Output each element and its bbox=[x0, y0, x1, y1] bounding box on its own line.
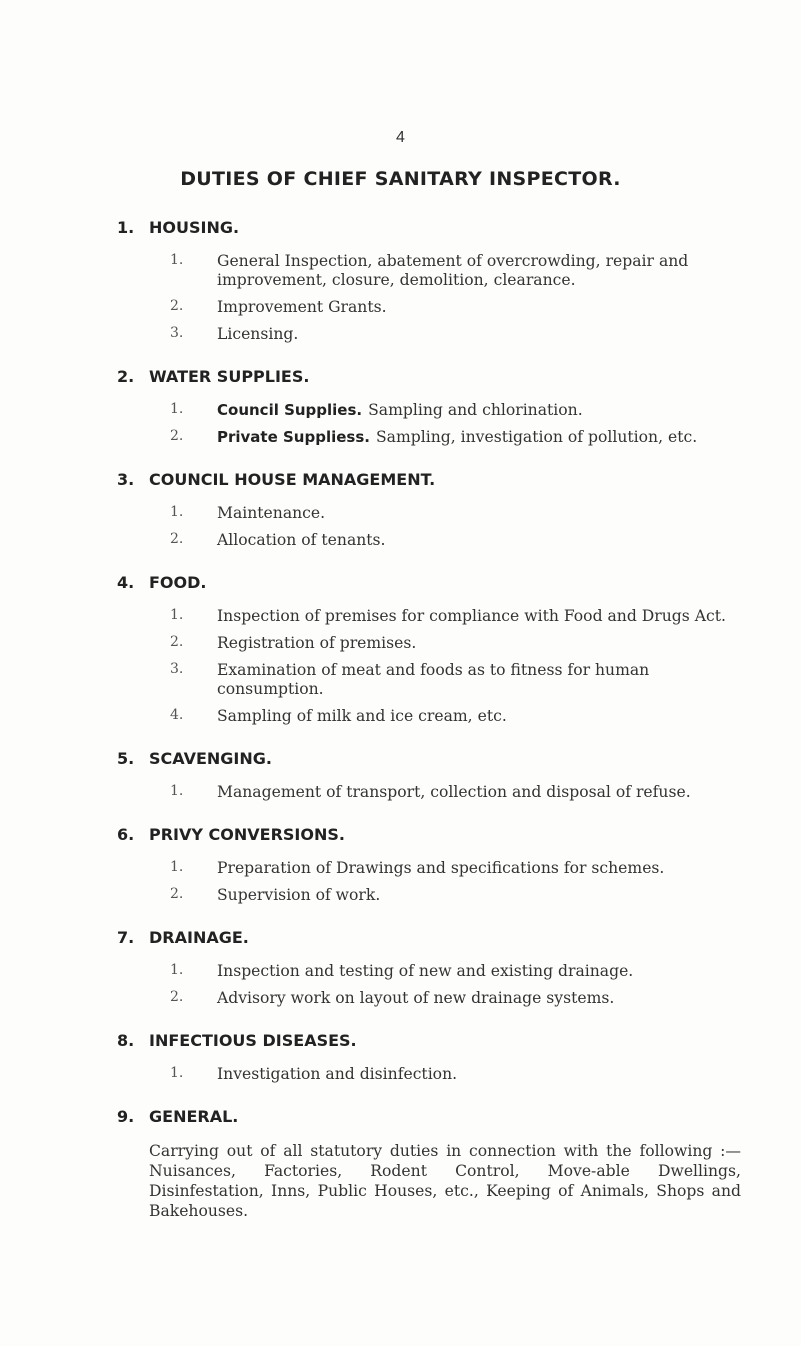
list-item bbox=[0, 298, 801, 317]
section-number: 8. bbox=[117, 1031, 135, 1050]
item-description: Registration of premises. bbox=[217, 634, 417, 652]
item-list bbox=[0, 1065, 801, 1084]
item-description: Preparation of Drawings and specifications for schemes. bbox=[217, 859, 665, 877]
item-description: Sampling and chlorination. bbox=[368, 401, 583, 419]
item-description: Examination of meat and foods as to fitness for human consumption. bbox=[217, 661, 650, 698]
item-lead: Council Supplies. bbox=[217, 401, 363, 419]
item-text bbox=[217, 661, 742, 699]
item-text bbox=[217, 634, 742, 653]
list-item bbox=[0, 1065, 801, 1084]
item-number: 2. bbox=[170, 428, 184, 444]
item-text bbox=[217, 989, 742, 1008]
item-lead: Private Suppliess. bbox=[217, 428, 370, 446]
item-text bbox=[217, 428, 742, 447]
section bbox=[0, 928, 801, 1008]
item-description: Improvement Grants. bbox=[217, 298, 387, 316]
page-number: 4 bbox=[396, 129, 405, 146]
item-number: 1. bbox=[170, 1065, 184, 1081]
duties-list bbox=[0, 218, 801, 1244]
section bbox=[0, 367, 801, 447]
item-number: 1. bbox=[170, 607, 184, 623]
section-number: 2. bbox=[117, 367, 135, 386]
section-heading bbox=[0, 928, 801, 952]
item-text bbox=[217, 886, 742, 905]
item-number: 2. bbox=[170, 989, 184, 1005]
section-title: COUNCIL HOUSE MANAGEMENT. bbox=[149, 470, 436, 489]
section bbox=[0, 218, 801, 344]
section-title: GENERAL. bbox=[149, 1107, 239, 1126]
item-description: General Inspection, abatement of overcrowding, repair and improvement, closure, demolition, clearance. bbox=[217, 252, 689, 289]
list-item bbox=[0, 783, 801, 802]
item-text bbox=[217, 504, 742, 523]
item-text bbox=[217, 531, 742, 550]
list-item bbox=[0, 661, 801, 699]
section-title: DRAINAGE. bbox=[149, 928, 249, 947]
item-number: 1. bbox=[170, 859, 184, 875]
item-list bbox=[0, 401, 801, 447]
item-text bbox=[217, 252, 742, 290]
item-list bbox=[0, 859, 801, 905]
section-number: 4. bbox=[117, 573, 135, 592]
item-description: Inspection and testing of new and existing drainage. bbox=[217, 962, 634, 980]
section-number: 7. bbox=[117, 928, 135, 947]
item-number: 1. bbox=[170, 504, 184, 520]
section-number: 3. bbox=[117, 470, 135, 489]
section-heading bbox=[0, 1031, 801, 1055]
item-text bbox=[217, 859, 742, 878]
list-item bbox=[0, 531, 801, 550]
list-item bbox=[0, 252, 801, 290]
section bbox=[0, 470, 801, 550]
section-title: FOOD. bbox=[149, 573, 207, 592]
item-number: 2. bbox=[170, 634, 184, 650]
list-item bbox=[0, 634, 801, 653]
section-number: 5. bbox=[117, 749, 135, 768]
item-description: Investigation and disinfection. bbox=[217, 1065, 458, 1083]
section-title: INFECTIOUS DISEASES. bbox=[149, 1031, 357, 1050]
item-description: Allocation of tenants. bbox=[217, 531, 386, 549]
item-text bbox=[217, 707, 742, 726]
section-number: 1. bbox=[117, 218, 135, 237]
section bbox=[0, 1031, 801, 1084]
section-heading bbox=[0, 470, 801, 494]
item-text bbox=[217, 401, 742, 420]
item-text bbox=[217, 1065, 742, 1084]
item-number: 3. bbox=[170, 325, 184, 341]
page-title: DUTIES OF CHIEF SANITARY INSPECTOR. bbox=[180, 168, 621, 190]
item-description: Supervision of work. bbox=[217, 886, 381, 904]
list-item bbox=[0, 707, 801, 726]
section-heading bbox=[0, 1107, 801, 1131]
section-heading bbox=[0, 749, 801, 773]
item-number: 1. bbox=[170, 962, 184, 978]
item-list bbox=[0, 504, 801, 550]
section-heading bbox=[0, 573, 801, 597]
item-text bbox=[217, 607, 742, 626]
item-list bbox=[0, 607, 801, 726]
item-text bbox=[217, 962, 742, 981]
item-description: Licensing. bbox=[217, 325, 299, 343]
item-list bbox=[0, 962, 801, 1008]
section-number: 6. bbox=[117, 825, 135, 844]
item-description: Advisory work on layout of new drainage systems. bbox=[217, 989, 615, 1007]
item-description: Sampling of milk and ice cream, etc. bbox=[217, 707, 507, 725]
list-item bbox=[0, 325, 801, 344]
section-title: HOUSING. bbox=[149, 218, 240, 237]
list-item bbox=[0, 607, 801, 626]
item-number: 1. bbox=[170, 783, 184, 799]
list-item bbox=[0, 504, 801, 523]
section bbox=[0, 1107, 801, 1221]
section-heading bbox=[0, 367, 801, 391]
list-item bbox=[0, 428, 801, 447]
section bbox=[0, 573, 801, 726]
section-title: SCAVENGING. bbox=[149, 749, 272, 768]
item-description: Maintenance. bbox=[217, 504, 326, 522]
section-heading bbox=[0, 825, 801, 849]
item-number: 2. bbox=[170, 886, 184, 902]
item-description: Inspection of premises for compliance with Food and Drugs Act. bbox=[217, 607, 726, 625]
list-item bbox=[0, 989, 801, 1008]
list-item bbox=[0, 859, 801, 878]
item-number: 3. bbox=[170, 661, 184, 677]
section-title: PRIVY CONVERSIONS. bbox=[149, 825, 345, 844]
section-heading bbox=[0, 218, 801, 242]
section-title: WATER SUPPLIES. bbox=[149, 367, 310, 386]
section-paragraph: Carrying out of all statutory duties in connection with the following :—Nuisances, Factories, Rodent Control, Move-able Dwellings, Disinfestation, Inns, Public Houses, etc., Keeping of Animals, Shops and Bakehouses. bbox=[149, 1142, 741, 1220]
item-text bbox=[217, 783, 742, 802]
section-number: 9. bbox=[117, 1107, 135, 1126]
item-description: Sampling, investigation of pollution, etc. bbox=[375, 428, 698, 446]
item-description: Management of transport, collection and disposal of refuse. bbox=[217, 783, 691, 801]
item-list bbox=[0, 783, 801, 802]
item-list bbox=[0, 252, 801, 344]
section bbox=[0, 749, 801, 802]
item-number: 2. bbox=[170, 531, 184, 547]
item-number: 1. bbox=[170, 252, 184, 268]
list-item bbox=[0, 962, 801, 981]
list-item bbox=[0, 886, 801, 905]
item-text bbox=[217, 325, 742, 344]
list-item bbox=[0, 401, 801, 420]
item-number: 1. bbox=[170, 401, 184, 417]
section bbox=[0, 825, 801, 905]
item-number: 4. bbox=[170, 707, 184, 723]
item-text bbox=[217, 298, 742, 317]
item-number: 2. bbox=[170, 298, 184, 314]
